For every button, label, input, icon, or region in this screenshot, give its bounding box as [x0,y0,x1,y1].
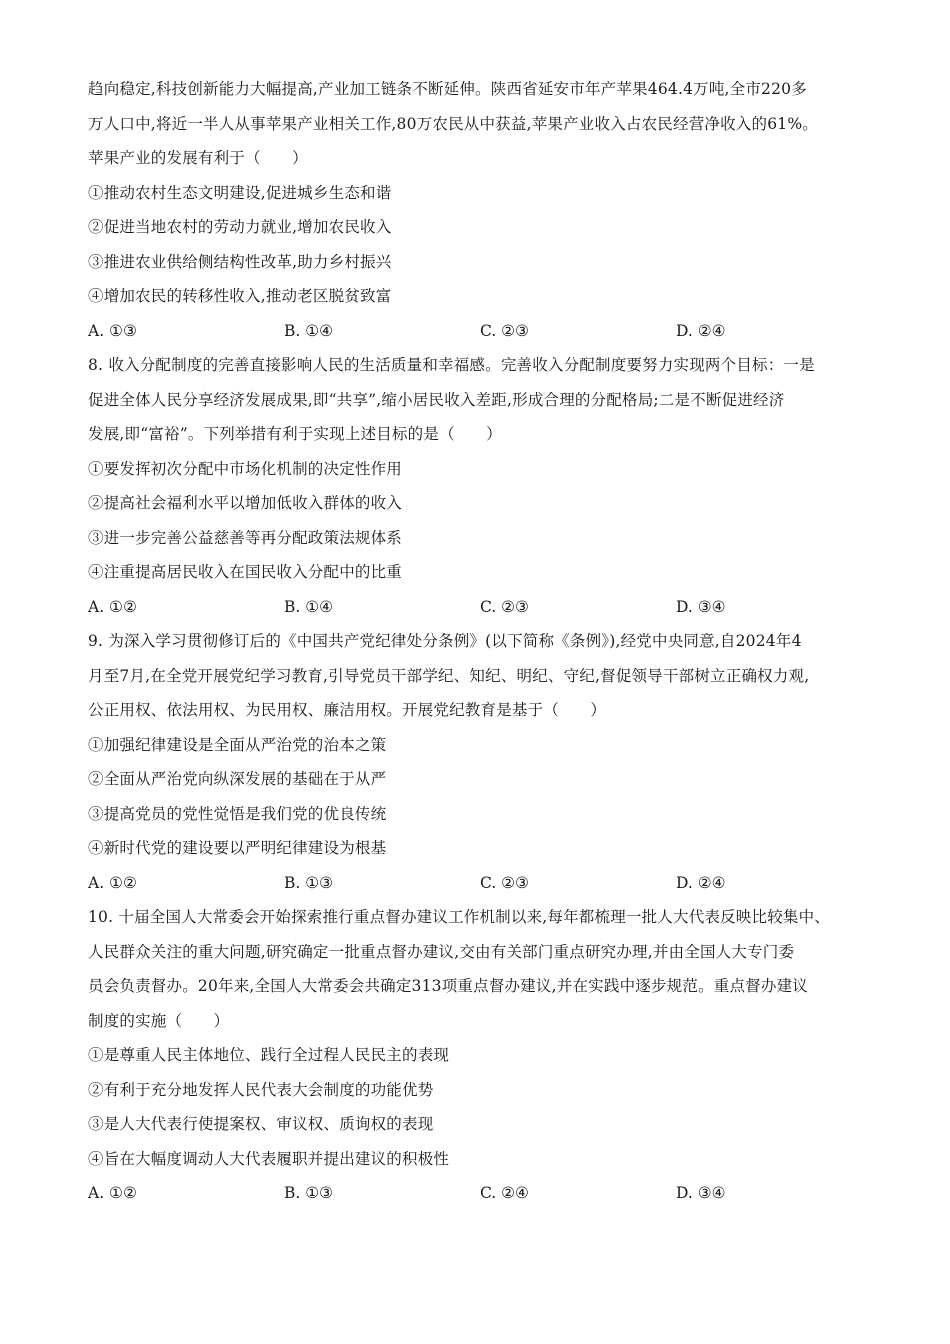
question-stem-line: 公正用权、依法用权、为民用权、廉洁用权。开展党纪教育是基于（ ） [88,701,607,719]
option-c[interactable]: C. ②③ [480,873,529,892]
option-a[interactable]: A. ①② [88,597,137,616]
question-8 [88,348,878,624]
statement-item: ①是尊重人民主体地位、践行全过程人民民主的表现 [88,1046,450,1064]
option-a[interactable]: A. ①② [88,1184,137,1202]
question-stem-line: 10. 十届全国人大常委会开始探索推行重点督办建议工作机制以来,每年都梳理一批人大代表反映比较集中、 [88,908,831,926]
option-c[interactable]: C. ②④ [480,1184,529,1202]
option-b[interactable]: B. ①③ [284,1184,334,1202]
option-c[interactable]: C. ②③ [480,321,529,340]
question-stem-line: 人民群众关注的重大问题,研究确定一批重点督办建议,交由有关部门重点研究办理,并由全国人大专门委 [88,942,795,961]
question-stem-line: 月至7月,在全党开展党纪学习教育,引导党员干部学纪、知纪、明纪、守纪,督促领导干部树立正确权力观, [88,666,810,685]
statement-item: ①要发挥初次分配中市场化机制的决定性作用 [88,459,403,478]
option-d[interactable]: D. ③④ [676,1184,726,1202]
option-b[interactable]: B. ①③ [284,873,334,892]
statement-item: ④注重提高居民收入在国民收入分配中的比重 [88,563,403,581]
question-stem-line: 苹果产业的发展有利于（ ） [88,149,308,167]
question-10 [88,900,878,1211]
answer-options [88,314,878,349]
statement-item: ②促进当地农村的劳动力就业,增加农民收入 [88,218,392,236]
option-b[interactable]: B. ①④ [284,321,334,340]
answer-options [88,590,878,625]
question-stem-line: 趋向稳定,科技创新能力大幅提高,产业加工链条不断延伸。陕西省延安市年产苹果464.4万吨,全市220多 [88,80,807,98]
statement-item: ①加强纪律建设是全面从严治党的治本之策 [88,735,387,754]
question-stem-line: 9. 为深入学习贯彻修订后的《中国共产党纪律处分条例》(以下简称《条例》),经党中央同意,自2024年4 [88,632,802,650]
question-7 [88,72,878,348]
statement-item: ④旨在大幅度调动人大代表履职并提出建议的积极性 [88,1149,450,1168]
statement-item: ③进一步完善公益慈善等再分配政策法规体系 [88,528,403,547]
answer-options [88,866,878,901]
exam-page [88,72,878,1211]
statement-item: ②有利于充分地发挥人民代表大会制度的功能优势 [88,1080,434,1099]
option-d[interactable]: D. ②④ [676,321,726,340]
option-d[interactable]: D. ②④ [676,873,726,892]
question-9 [88,624,878,900]
option-b[interactable]: B. ①④ [284,597,334,616]
option-a[interactable]: A. ①③ [88,321,137,340]
statement-item: ④新时代党的建设要以严明纪律建设为根基 [88,839,387,857]
option-d[interactable]: D. ③④ [676,597,726,616]
answer-options [88,1176,878,1211]
question-stem-line: 发展,即“富裕”。下列举措有利于实现上述目标的是（ ） [88,425,502,443]
option-c[interactable]: C. ②③ [480,597,529,616]
question-stem-line: 8. 收入分配制度的完善直接影响人民的生活质量和幸福感。完善收入分配制度要努力实现两个目标：一是 [88,356,815,374]
question-stem-line: 万人口中,将近一半人从事苹果产业相关工作,80万农民从中获益,苹果产业收入占农民经营净收入的61%。 [88,114,818,133]
question-stem-line: 员会负责督办。20年来,全国人大常委会共确定313项重点督办建议,并在实践中逐步规范。重点督办建议 [88,977,808,995]
statement-item: ②提高社会福利水平以增加低收入群体的收入 [88,494,403,512]
statement-item: ④增加农民的转移性收入,推动老区脱贫致富 [88,287,392,305]
statement-item: ②全面从严治党向纵深发展的基础在于从严 [88,770,387,788]
statement-item: ③是人大代表行使提案权、审议权、质询权的表现 [88,1115,434,1133]
option-a[interactable]: A. ①② [88,873,137,892]
question-stem-line: 促进全体人民分享经济发展成果,即“共享”,缩小居民收入差距,形成合理的分配格局;二是不断促进经济 [88,390,785,409]
statement-item: ③提高党员的党性觉悟是我们党的优良传统 [88,804,387,823]
statement-item: ①推动农村生态文明建设,促进城乡生态和谐 [88,183,392,202]
question-stem-line: 制度的实施（ ） [88,1011,230,1030]
statement-item: ③推进农业供给侧结构性改革,助力乡村振兴 [88,252,392,271]
